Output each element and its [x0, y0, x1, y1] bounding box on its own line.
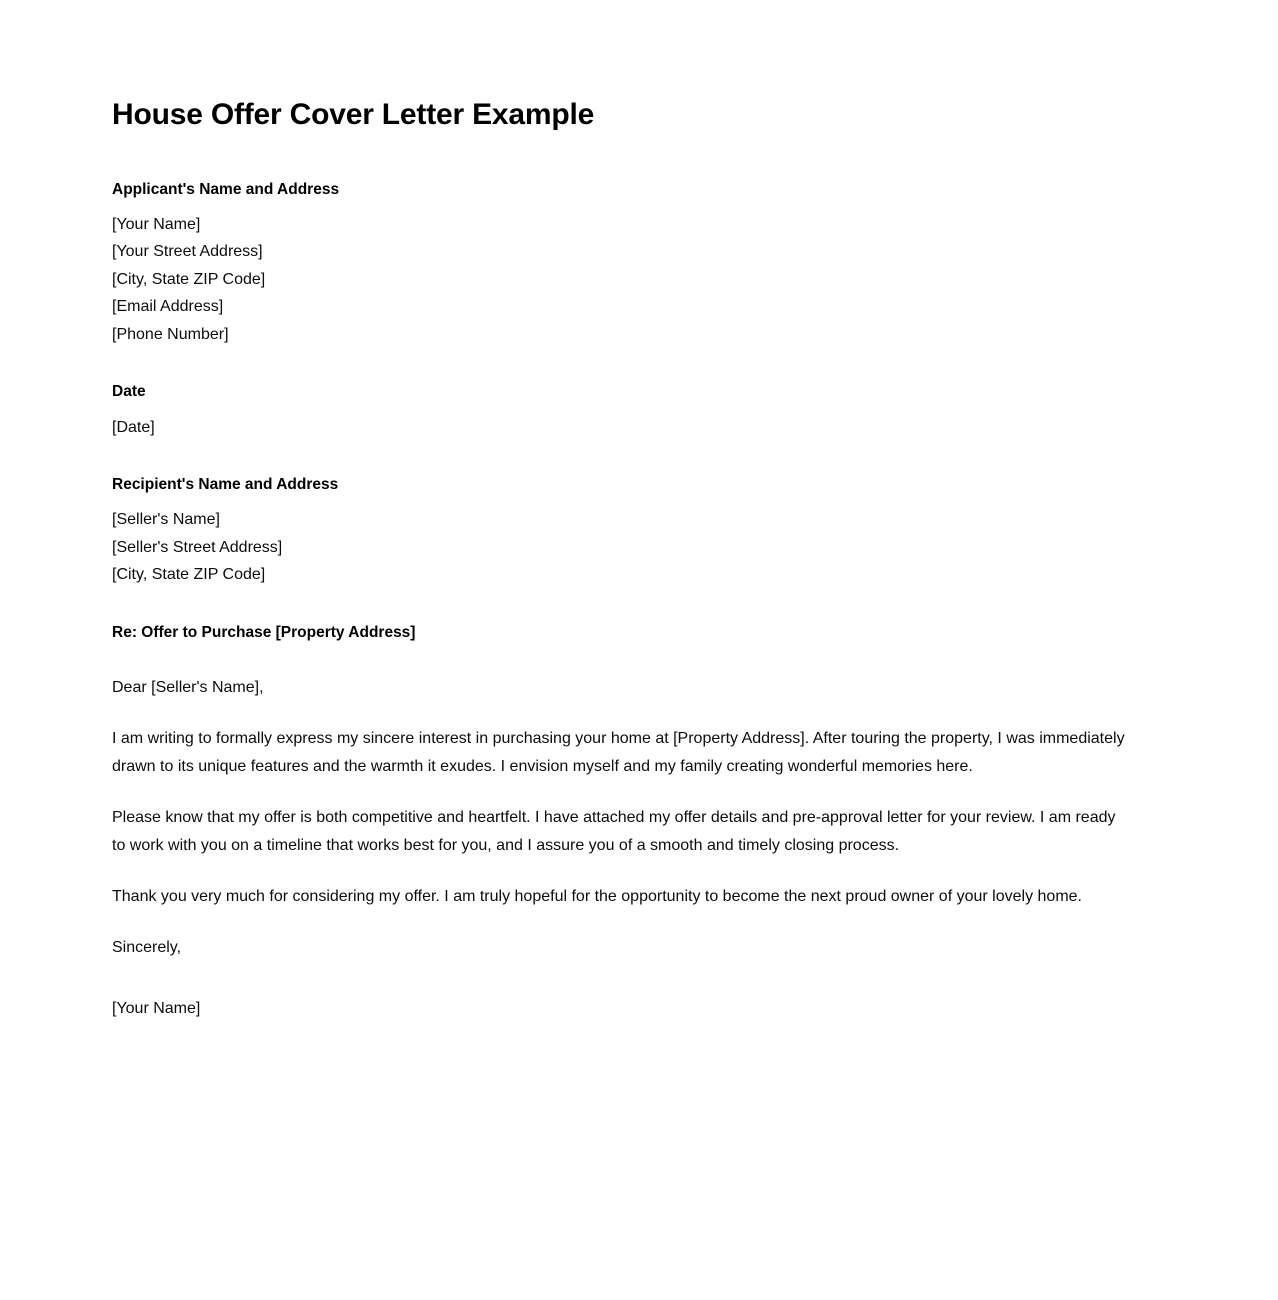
signature-space [112, 961, 1130, 995]
recipient-address-heading: Recipient's Name and Address [112, 476, 339, 493]
applicant-address-section [112, 178, 1130, 349]
date-heading: Date [112, 383, 146, 401]
body-paragraph-2: Please know that my offer is both competitive and heartfelt. I have attached my offer details and pre-approval letter for your review. I am ready to work with you on a timeline that works best for you, and I assure you of a smooth and timely closing process. [112, 809, 1116, 854]
subject-line: Re: Offer to Purchase [Property Address] [112, 623, 416, 641]
salutation-line: Dear [Seller's Name], [112, 679, 264, 696]
body-paragraph-1: I am writing to formally express my sincere interest in purchasing your home at [Property Address]. After touring the property, I was immediately drawn to its unique features and the warmth it exudes. I envision myself and my family creating wonderful memories here. [112, 730, 1125, 775]
applicant-street-line: [Your Street Address] [112, 243, 263, 261]
applicant-city-state-zip-line: [City, State ZIP Code] [112, 270, 266, 288]
date-section [112, 380, 1130, 441]
applicant-phone-line: [Phone Number] [112, 325, 229, 343]
signature-name-line: [Your Name] [112, 1000, 201, 1017]
recipient-address-section [112, 473, 1130, 589]
applicant-name-line: [Your Name] [112, 215, 201, 233]
applicant-email-line: [Email Address] [112, 298, 224, 316]
date-value-line: [Date] [112, 418, 155, 436]
closing-line: Sincerely, [112, 939, 182, 956]
recipient-name-line: [Seller's Name] [112, 511, 220, 529]
page-title: House Offer Cover Letter Example [112, 98, 595, 131]
recipient-street-line: [Seller's Street Address] [112, 538, 283, 556]
recipient-city-state-zip-line: [City, State ZIP Code] [112, 566, 266, 584]
body-paragraph-3: Thank you very much for considering my offer. I am truly hopeful for the opportunity to become the next proud owner of your lovely home. [112, 888, 1082, 905]
applicant-address-heading: Applicant's Name and Address [112, 180, 340, 198]
